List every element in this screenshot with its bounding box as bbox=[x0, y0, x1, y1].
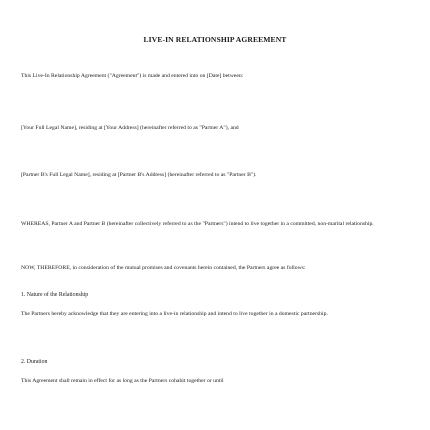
now-therefore-paragraph: NOW, THEREFORE, in consideration of the mutual promises and covenants herein contained, the Partners agree as follows: bbox=[21, 265, 306, 271]
section-body-duration: This Agreement shall remain in effect for as long as the Partners cohabit together or until bbox=[21, 378, 224, 384]
whereas-paragraph: WHEREAS, Partner A and Partner B (hereinafter collectively referred to as the "Partners") intend to live together in a committed, non-marital relationship. bbox=[21, 221, 374, 227]
section-body-nature: The Partners hereby acknowledge that they are entering into a live-in relationship and intend to live together in a domestic partnership. bbox=[21, 311, 328, 317]
section-heading-duration: 2. Duration bbox=[21, 359, 48, 365]
intro-paragraph: This Live-In Relationship Agreement ("Agreement") is made and entered into on [Date] between: bbox=[21, 73, 244, 79]
party-b-paragraph: [Partner B's Full Legal Name], residing at [Partner B's Address] (hereinafter referred to as "Partner B"). bbox=[21, 172, 257, 178]
section-heading-nature: 1. Nature of the Relationship bbox=[21, 292, 89, 298]
party-a-paragraph: [Your Full Legal Name], residing at [Your Address] (hereinafter referred to as "Partner A"), and bbox=[21, 125, 239, 131]
document-title: LIVE-IN RELATIONSHIP AGREEMENT bbox=[143, 35, 287, 44]
